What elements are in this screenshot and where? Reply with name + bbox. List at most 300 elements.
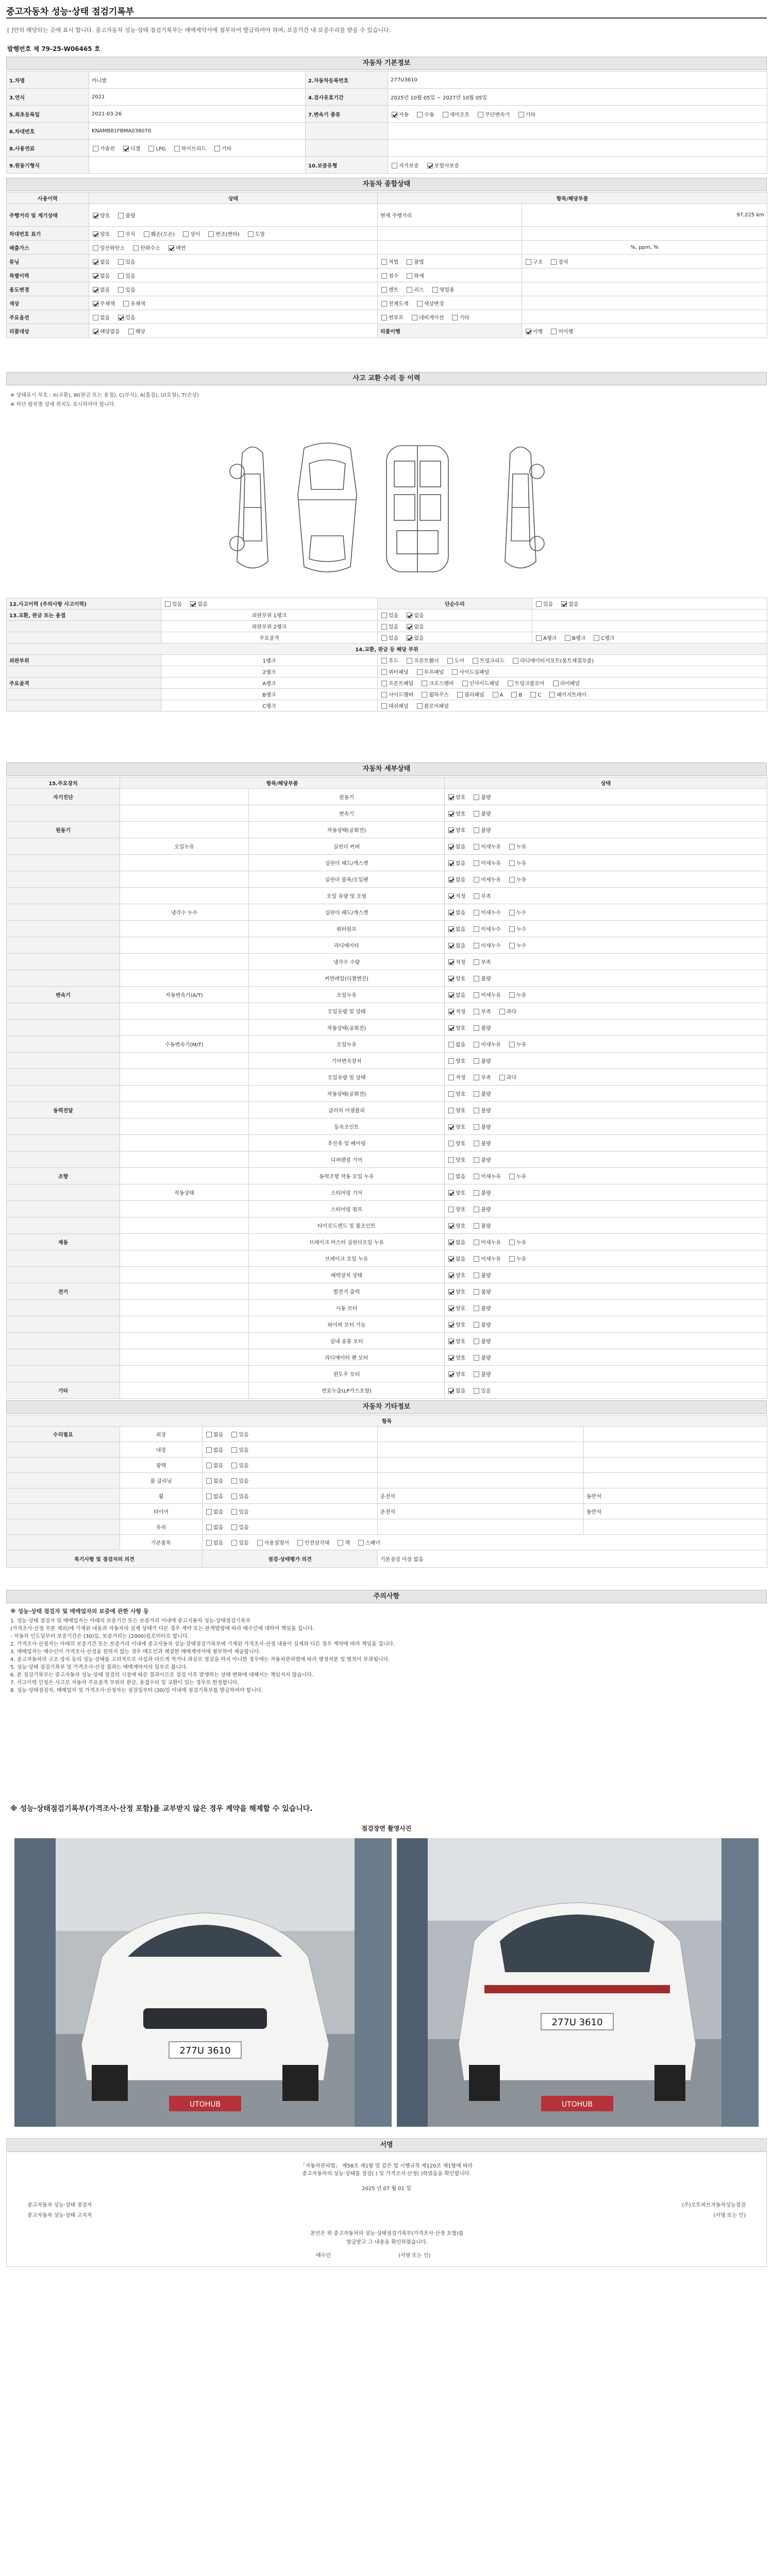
checkbox-option[interactable]	[205, 1507, 223, 1515]
checkbox-option[interactable]	[92, 313, 110, 321]
unchecked-checkbox[interactable]	[206, 1494, 212, 1499]
unchecked-checkbox[interactable]	[448, 1058, 454, 1064]
checkbox-option[interactable]	[447, 1189, 465, 1196]
unchecked-checkbox[interactable]	[474, 1223, 479, 1229]
unchecked-checkbox[interactable]	[518, 112, 524, 117]
checkbox-option[interactable]	[447, 1073, 465, 1081]
unchecked-checkbox[interactable]	[381, 273, 387, 279]
unchecked-checkbox[interactable]	[509, 943, 515, 948]
unchecked-checkbox[interactable]	[412, 315, 417, 320]
checked-checkbox[interactable]	[448, 860, 454, 866]
unchecked-checkbox[interactable]	[231, 1524, 237, 1530]
checkbox-option[interactable]	[447, 958, 465, 965]
unchecked-checkbox[interactable]	[231, 1478, 237, 1484]
checkbox-option[interactable]	[92, 299, 115, 307]
checked-checkbox[interactable]	[93, 287, 98, 293]
unchecked-checkbox[interactable]	[448, 1075, 454, 1080]
checkbox-option[interactable]	[473, 1222, 491, 1229]
unchecked-checkbox[interactable]	[231, 1432, 237, 1437]
checkbox-option[interactable]	[132, 244, 160, 251]
unchecked-checkbox[interactable]	[594, 635, 599, 641]
unchecked-checkbox[interactable]	[448, 1042, 454, 1047]
checked-checkbox[interactable]	[448, 844, 454, 850]
unchecked-checkbox[interactable]	[381, 624, 387, 630]
checkbox-option[interactable]	[406, 611, 424, 619]
checked-checkbox[interactable]	[392, 112, 397, 117]
unchecked-checkbox[interactable]	[474, 1009, 479, 1014]
checkbox-option[interactable]	[473, 925, 501, 933]
checked-checkbox[interactable]	[561, 601, 567, 607]
checkbox-option[interactable]	[473, 1139, 491, 1147]
unchecked-checkbox[interactable]	[474, 877, 479, 883]
checked-checkbox[interactable]	[448, 992, 454, 998]
checkbox-option[interactable]	[473, 1123, 491, 1130]
checkbox-option[interactable]	[92, 211, 110, 219]
checkbox-option[interactable]	[296, 1538, 329, 1546]
checked-checkbox[interactable]	[448, 1256, 454, 1262]
unchecked-checkbox[interactable]	[448, 1141, 454, 1146]
checkbox-option[interactable]	[447, 974, 465, 982]
unchecked-checkbox[interactable]	[474, 844, 479, 850]
unchecked-checkbox[interactable]	[474, 794, 479, 800]
checkbox-option[interactable]	[473, 1238, 501, 1246]
checked-checkbox[interactable]	[448, 877, 454, 883]
checkbox-option[interactable]	[447, 1172, 465, 1180]
unchecked-checkbox[interactable]	[474, 893, 479, 899]
checkbox-option[interactable]	[447, 1040, 465, 1048]
checkbox-option[interactable]	[380, 622, 398, 630]
checkbox-option[interactable]	[406, 272, 424, 279]
unchecked-checkbox[interactable]	[553, 681, 559, 686]
unchecked-checkbox[interactable]	[474, 1289, 479, 1295]
checkbox-option[interactable]	[560, 600, 578, 607]
checkbox-option[interactable]	[256, 1538, 289, 1546]
checkbox-option[interactable]	[447, 1255, 465, 1262]
checkbox-option[interactable]	[411, 313, 444, 321]
checkbox-option[interactable]	[508, 1172, 526, 1180]
checkbox-option[interactable]	[173, 144, 206, 152]
unchecked-checkbox[interactable]	[206, 1540, 212, 1546]
unchecked-checkbox[interactable]	[474, 992, 479, 998]
checkbox-option[interactable]	[508, 842, 526, 850]
checkbox-option[interactable]	[447, 1139, 465, 1147]
checkbox-option[interactable]	[117, 211, 135, 219]
checkbox-option[interactable]	[447, 1024, 465, 1031]
unchecked-checkbox[interactable]	[508, 681, 513, 686]
checkbox-option[interactable]	[447, 1271, 465, 1279]
checkbox-option[interactable]	[473, 1106, 491, 1114]
checkbox-option[interactable]	[117, 258, 135, 265]
unchecked-checkbox[interactable]	[474, 1388, 479, 1394]
checkbox-option[interactable]	[473, 1073, 491, 1081]
checkbox-option[interactable]	[230, 1507, 248, 1515]
checkbox-option[interactable]	[92, 258, 110, 265]
checkbox-option[interactable]	[447, 859, 465, 867]
checkbox-option[interactable]	[230, 1461, 248, 1469]
checked-checkbox[interactable]	[448, 1025, 454, 1031]
checkbox-option[interactable]	[498, 1073, 516, 1081]
checkbox-option[interactable]	[473, 826, 491, 834]
checkbox-option[interactable]	[447, 1156, 465, 1163]
checkbox-option[interactable]	[473, 1172, 501, 1180]
checkbox-option[interactable]	[473, 1287, 491, 1295]
checkbox-option[interactable]	[473, 892, 491, 900]
checkbox-option[interactable]	[473, 1057, 491, 1064]
checked-checkbox[interactable]	[526, 329, 531, 334]
unchecked-checkbox[interactable]	[257, 1540, 263, 1546]
checked-checkbox[interactable]	[93, 231, 98, 237]
unchecked-checkbox[interactable]	[417, 301, 423, 307]
checkbox-option[interactable]	[564, 634, 585, 641]
checkbox-option[interactable]	[92, 272, 110, 279]
unchecked-checkbox[interactable]	[536, 601, 542, 607]
checked-checkbox[interactable]	[93, 273, 98, 279]
checkbox-option[interactable]	[380, 258, 398, 265]
checkbox-option[interactable]	[508, 1255, 526, 1262]
unchecked-checkbox[interactable]	[452, 315, 458, 320]
checkbox-option[interactable]	[507, 679, 545, 687]
checked-checkbox[interactable]	[448, 1190, 454, 1196]
unchecked-checkbox[interactable]	[551, 259, 557, 265]
checked-checkbox[interactable]	[407, 624, 412, 630]
unchecked-checkbox[interactable]	[462, 681, 468, 686]
checkbox-option[interactable]	[147, 146, 165, 152]
checkbox-option[interactable]	[508, 941, 526, 949]
checkbox-option[interactable]	[529, 692, 541, 698]
checkbox-option[interactable]	[517, 110, 535, 118]
unchecked-checkbox[interactable]	[474, 1124, 479, 1130]
checkbox-option[interactable]	[92, 285, 110, 293]
unchecked-checkbox[interactable]	[231, 1447, 237, 1453]
checkbox-option[interactable]	[447, 1304, 465, 1312]
unchecked-checkbox[interactable]	[448, 1091, 454, 1097]
checkbox-option[interactable]	[473, 1353, 491, 1361]
checkbox-option[interactable]	[461, 679, 499, 687]
unchecked-checkbox[interactable]	[509, 1042, 515, 1047]
checkbox-option[interactable]	[337, 1538, 350, 1546]
unchecked-checkbox[interactable]	[474, 926, 479, 932]
checkbox-option[interactable]	[492, 692, 503, 698]
checked-checkbox[interactable]	[448, 959, 454, 965]
unchecked-checkbox[interactable]	[474, 1273, 479, 1278]
checkbox-option[interactable]	[508, 1238, 526, 1246]
unchecked-checkbox[interactable]	[511, 692, 517, 698]
unchecked-checkbox[interactable]	[174, 146, 180, 151]
checkbox-option[interactable]	[447, 1353, 465, 1361]
checked-checkbox[interactable]	[93, 329, 98, 334]
unchecked-checkbox[interactable]	[474, 1306, 479, 1311]
checkbox-option[interactable]	[205, 1430, 223, 1438]
unchecked-checkbox[interactable]	[474, 959, 479, 965]
checkbox-option[interactable]	[447, 1238, 465, 1246]
unchecked-checkbox[interactable]	[474, 860, 479, 866]
checked-checkbox[interactable]	[93, 301, 98, 307]
checkbox-option[interactable]	[122, 144, 140, 152]
checkbox-option[interactable]	[473, 974, 491, 982]
checkbox-option[interactable]	[473, 1156, 491, 1163]
unchecked-checkbox[interactable]	[530, 692, 536, 698]
unchecked-checkbox[interactable]	[93, 146, 98, 151]
unchecked-checkbox[interactable]	[381, 613, 387, 618]
unchecked-checkbox[interactable]	[417, 703, 423, 709]
checked-checkbox[interactable]	[407, 635, 412, 641]
checkbox-option[interactable]	[473, 809, 491, 817]
checkbox-option[interactable]	[473, 793, 491, 801]
checkbox-option[interactable]	[473, 875, 501, 883]
unchecked-checkbox[interactable]	[474, 1355, 479, 1361]
checkbox-option[interactable]	[117, 313, 135, 321]
checkbox-option[interactable]	[230, 1430, 248, 1438]
unchecked-checkbox[interactable]	[381, 259, 387, 265]
checkbox-option[interactable]	[552, 679, 580, 687]
checkbox-option[interactable]	[391, 161, 419, 169]
unchecked-checkbox[interactable]	[509, 1174, 515, 1179]
checkbox-option[interactable]	[535, 600, 553, 607]
checkbox-option[interactable]	[117, 272, 135, 279]
checkbox-option[interactable]	[421, 679, 453, 687]
unchecked-checkbox[interactable]	[474, 1157, 479, 1163]
unchecked-checkbox[interactable]	[474, 1042, 479, 1047]
checkbox-option[interactable]	[508, 991, 526, 998]
checkbox-option[interactable]	[550, 258, 568, 265]
checked-checkbox[interactable]	[448, 1306, 454, 1311]
checkbox-option[interactable]	[447, 991, 465, 998]
unchecked-checkbox[interactable]	[118, 231, 124, 237]
unchecked-checkbox[interactable]	[118, 273, 124, 279]
checked-checkbox[interactable]	[448, 910, 454, 916]
checkbox-option[interactable]	[447, 1205, 465, 1213]
checkbox-option[interactable]	[472, 656, 505, 664]
unchecked-checkbox[interactable]	[526, 259, 531, 265]
unchecked-checkbox[interactable]	[474, 1058, 479, 1064]
unchecked-checkbox[interactable]	[509, 926, 515, 932]
checkbox-option[interactable]	[473, 941, 501, 949]
checkbox-option[interactable]	[380, 285, 398, 293]
checked-checkbox[interactable]	[448, 1289, 454, 1295]
checkbox-option[interactable]	[548, 690, 586, 698]
checkbox-option[interactable]	[447, 826, 465, 834]
unchecked-checkbox[interactable]	[509, 910, 515, 916]
checkbox-option[interactable]	[447, 892, 465, 900]
checkbox-option[interactable]	[498, 1007, 516, 1015]
checkbox-option[interactable]	[525, 327, 543, 335]
unchecked-checkbox[interactable]	[509, 877, 515, 883]
checkbox-option[interactable]	[508, 875, 526, 883]
unchecked-checkbox[interactable]	[214, 146, 220, 151]
unchecked-checkbox[interactable]	[123, 301, 129, 307]
checkbox-option[interactable]	[380, 668, 409, 675]
checkbox-option[interactable]	[380, 702, 409, 709]
checkbox-option[interactable]	[431, 285, 455, 293]
unchecked-checkbox[interactable]	[549, 692, 555, 698]
unchecked-checkbox[interactable]	[165, 601, 171, 607]
unchecked-checkbox[interactable]	[231, 1509, 237, 1515]
checked-checkbox[interactable]	[448, 1124, 454, 1130]
checked-checkbox[interactable]	[448, 1338, 454, 1344]
checkbox-option[interactable]	[473, 1007, 491, 1015]
unchecked-checkbox[interactable]	[407, 259, 412, 265]
checkbox-option[interactable]	[205, 1492, 223, 1500]
checkbox-option[interactable]	[508, 1040, 526, 1048]
unchecked-checkbox[interactable]	[509, 992, 515, 998]
unchecked-checkbox[interactable]	[474, 827, 479, 833]
checkbox-option[interactable]	[473, 1271, 491, 1279]
checkbox-option[interactable]	[380, 299, 409, 307]
checked-checkbox[interactable]	[448, 926, 454, 932]
checkbox-option[interactable]	[207, 230, 239, 238]
unchecked-checkbox[interactable]	[509, 1240, 515, 1245]
checkbox-option[interactable]	[550, 327, 573, 335]
checkbox-option[interactable]	[117, 285, 135, 293]
unchecked-checkbox[interactable]	[474, 1141, 479, 1146]
unchecked-checkbox[interactable]	[407, 287, 412, 293]
checkbox-option[interactable]	[380, 272, 398, 279]
checked-checkbox[interactable]	[448, 1240, 454, 1245]
checkbox-option[interactable]	[426, 161, 459, 169]
unchecked-checkbox[interactable]	[206, 1447, 212, 1453]
checkbox-option[interactable]	[447, 1123, 465, 1130]
unchecked-checkbox[interactable]	[474, 1207, 479, 1212]
checked-checkbox[interactable]	[118, 315, 124, 320]
checkbox-option[interactable]	[593, 634, 614, 641]
checked-checkbox[interactable]	[448, 1355, 454, 1361]
unchecked-checkbox[interactable]	[474, 1075, 479, 1080]
checkbox-option[interactable]	[205, 1523, 223, 1531]
unchecked-checkbox[interactable]	[474, 1256, 479, 1262]
checkbox-option[interactable]	[508, 859, 526, 867]
unchecked-checkbox[interactable]	[407, 658, 412, 664]
checked-checkbox[interactable]	[448, 1388, 454, 1394]
unchecked-checkbox[interactable]	[118, 259, 124, 265]
checkbox-option[interactable]	[182, 230, 200, 238]
checkbox-option[interactable]	[473, 1320, 491, 1328]
checkbox-option[interactable]	[247, 230, 265, 238]
checkbox-option[interactable]	[421, 690, 449, 698]
unchecked-checkbox[interactable]	[448, 1207, 454, 1212]
checkbox-option[interactable]	[230, 1523, 248, 1531]
checkbox-option[interactable]	[416, 110, 434, 118]
checkbox-option[interactable]	[230, 1446, 248, 1453]
checkbox-option[interactable]	[473, 958, 491, 965]
unchecked-checkbox[interactable]	[499, 1075, 505, 1080]
checked-checkbox[interactable]	[448, 1273, 454, 1278]
checkbox-option[interactable]	[473, 842, 501, 850]
checkbox-option[interactable]	[447, 941, 465, 949]
unchecked-checkbox[interactable]	[297, 1540, 303, 1546]
unchecked-checkbox[interactable]	[407, 273, 412, 279]
unchecked-checkbox[interactable]	[381, 301, 387, 307]
unchecked-checkbox[interactable]	[536, 635, 542, 641]
checkbox-option[interactable]	[380, 313, 404, 321]
checkbox-option[interactable]	[380, 690, 413, 698]
unchecked-checkbox[interactable]	[448, 1108, 454, 1113]
unchecked-checkbox[interactable]	[231, 1494, 237, 1499]
checkbox-option[interactable]	[117, 230, 135, 238]
checkbox-option[interactable]	[473, 859, 501, 867]
checkbox-option[interactable]	[406, 622, 424, 630]
checkbox-option[interactable]	[447, 908, 465, 916]
checkbox-option[interactable]	[127, 327, 145, 335]
unchecked-checkbox[interactable]	[381, 658, 387, 664]
checkbox-option[interactable]	[380, 679, 413, 687]
checkbox-option[interactable]	[357, 1538, 380, 1546]
checkbox-option[interactable]	[416, 668, 444, 675]
checkbox-option[interactable]	[380, 611, 398, 619]
unchecked-checkbox[interactable]	[206, 1432, 212, 1437]
unchecked-checkbox[interactable]	[381, 681, 387, 686]
unchecked-checkbox[interactable]	[148, 146, 154, 151]
checkbox-option[interactable]	[416, 702, 449, 709]
unchecked-checkbox[interactable]	[448, 1174, 454, 1179]
checkbox-option[interactable]	[447, 809, 465, 817]
checkbox-option[interactable]	[406, 258, 424, 265]
checkbox-option[interactable]	[391, 110, 409, 118]
checkbox-option[interactable]	[473, 991, 501, 998]
checkbox-option[interactable]	[447, 793, 465, 801]
unchecked-checkbox[interactable]	[509, 844, 515, 850]
unchecked-checkbox[interactable]	[474, 1322, 479, 1328]
unchecked-checkbox[interactable]	[474, 811, 479, 817]
unchecked-checkbox[interactable]	[118, 213, 124, 218]
unchecked-checkbox[interactable]	[128, 329, 134, 334]
unchecked-checkbox[interactable]	[474, 1025, 479, 1031]
checkbox-option[interactable]	[473, 1255, 501, 1262]
unchecked-checkbox[interactable]	[457, 692, 463, 698]
unchecked-checkbox[interactable]	[452, 669, 458, 675]
unchecked-checkbox[interactable]	[358, 1540, 364, 1546]
checkbox-option[interactable]	[143, 230, 175, 238]
unchecked-checkbox[interactable]	[93, 245, 98, 251]
checkbox-option[interactable]	[447, 1370, 465, 1378]
checkbox-option[interactable]	[473, 1304, 491, 1312]
unchecked-checkbox[interactable]	[144, 231, 149, 237]
unchecked-checkbox[interactable]	[422, 692, 427, 698]
checkbox-option[interactable]	[167, 244, 186, 251]
unchecked-checkbox[interactable]	[432, 287, 438, 293]
unchecked-checkbox[interactable]	[392, 163, 397, 168]
unchecked-checkbox[interactable]	[509, 1256, 515, 1262]
checkbox-option[interactable]	[447, 1090, 465, 1097]
checkbox-option[interactable]	[92, 144, 115, 152]
unchecked-checkbox[interactable]	[206, 1509, 212, 1515]
checkbox-option[interactable]	[122, 299, 145, 307]
unchecked-checkbox[interactable]	[231, 1463, 237, 1468]
unchecked-checkbox[interactable]	[381, 692, 387, 698]
unchecked-checkbox[interactable]	[206, 1463, 212, 1468]
checkbox-option[interactable]	[473, 1370, 491, 1378]
unchecked-checkbox[interactable]	[381, 635, 387, 641]
checkbox-option[interactable]	[447, 1007, 465, 1015]
checkbox-option[interactable]	[447, 1386, 465, 1394]
unchecked-checkbox[interactable]	[381, 315, 387, 320]
checkbox-option[interactable]	[205, 1477, 223, 1484]
checked-checkbox[interactable]	[448, 1223, 454, 1229]
unchecked-checkbox[interactable]	[478, 112, 483, 117]
unchecked-checkbox[interactable]	[133, 245, 139, 251]
checkbox-option[interactable]	[447, 1222, 465, 1229]
unchecked-checkbox[interactable]	[551, 329, 557, 334]
checkbox-option[interactable]	[380, 656, 398, 664]
unchecked-checkbox[interactable]	[565, 635, 570, 641]
unchecked-checkbox[interactable]	[474, 910, 479, 916]
checked-checkbox[interactable]	[448, 943, 454, 948]
checkbox-option[interactable]	[447, 1337, 465, 1345]
checked-checkbox[interactable]	[169, 245, 174, 251]
checkbox-option[interactable]	[189, 600, 207, 607]
checked-checkbox[interactable]	[448, 1009, 454, 1014]
unchecked-checkbox[interactable]	[499, 1009, 505, 1014]
unchecked-checkbox[interactable]	[474, 1174, 479, 1179]
